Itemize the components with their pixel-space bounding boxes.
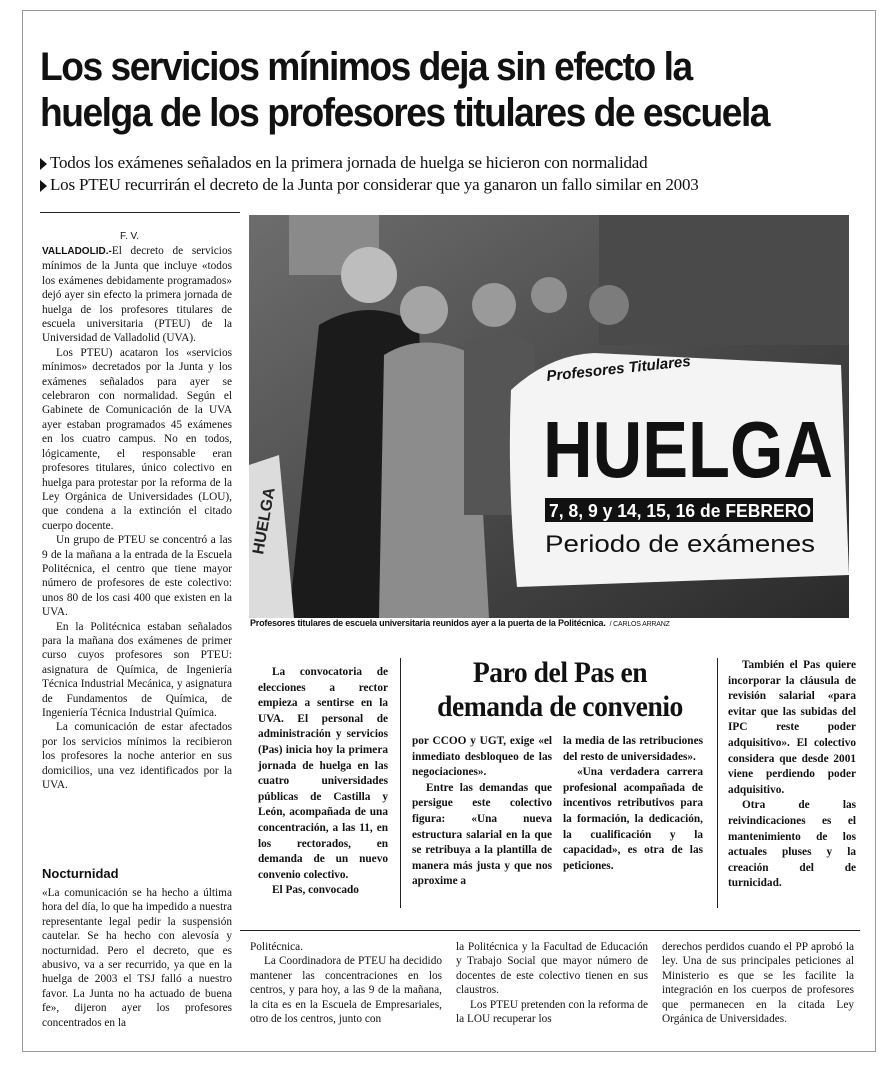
article-column-1-continued <box>42 886 232 1030</box>
byline: F. V. <box>120 231 140 242</box>
paragraph: «Una verdadera carrera profesional acompañada de incentivos retributivos para la formación, la dedicación, la cualificación y la capacidad», es otra de las peticiones. <box>563 766 703 872</box>
subhead-1: Todos los exámenes señalados en la primera jornada de huelga se hicieron con normalidad <box>40 152 860 174</box>
section-subhead: Nocturnidad <box>42 866 119 881</box>
paragraph: La convocatoria de elecciones a rector empieza a sentirse en la UVA. El personal de administración y servicios (Pas) inicia hoy la primera jornada de huelga en las cuatro universidades públicas de Castilla y León, acompañada de una concentración, a las 11, en los rectorados, en demanda de un nuevo convenio colectivo. <box>258 666 388 881</box>
headline-line-1: Los servicios mínimos deja sin efecto la <box>40 45 692 89</box>
side-sign-text: HUELGA <box>250 486 279 556</box>
divider <box>40 212 240 213</box>
article-column-1 <box>42 244 232 792</box>
subhead-2: Los PTEU recurrirán el decreto de la Junta por considerar que ya ganaron un fallo similar en 2003 <box>40 174 860 196</box>
article-column-2 <box>250 940 442 1026</box>
box-title: Paro del Pas en demanda de convenio <box>437 656 683 723</box>
box-divider <box>400 658 401 908</box>
sign-sub-text: Periodo de exámenes <box>545 531 815 558</box>
sign-dates-text: 7, 8, 9 y 14, 15, 16 de FEBRERO <box>549 501 811 521</box>
sign-top-text: Profesores Titulares <box>545 352 692 385</box>
box-column-d <box>728 658 856 892</box>
paragraph: La Coordinadora de PTEU ha decidido mantener las concentraciones en los centros, y para hoy, a las 9 de la mañana, la cita es en la Escuela de Empresariales, otro de los centros, junto con <box>250 955 442 1026</box>
dateline: VALLADOLID.- <box>42 246 112 257</box>
photo-illustration <box>249 215 849 618</box>
paragraph: Los PTEU) acataron los «servicios mínimos» decretados por la Junta y los exámenes señalados para ayer se celebraron con normalidad. Según el Gabinete de Comunicación de la UVA ayer estaban programados 45 exámenes en los cuatro campus. No en todos, lógicamente, el responsable eran profesores titulares, único colectivo en huelga para protestar por la reforma de la Ley Orgánica de Universidades (LOU), que condena a la extinción el citado cuerpo docente. <box>42 346 232 532</box>
sign-main-text: HUELGA <box>543 405 833 494</box>
paragraph: Politécnica. <box>250 941 304 953</box>
paragraph: derechos perdidos cuando el PP aprobó la ley. Una de sus principales peticiones al Ministerio es que se les facilite la integración en los cuerpos de profesores que permanecen en la citada Ley Orgánica de Universidades. <box>662 941 854 1026</box>
headline-line-2: huelga de los profesores titulares de escuela <box>40 91 770 135</box>
paragraph: Otra de las reivindicaciones es el mantenimiento de los actuales pluses y la creación del de turnicidad. <box>728 799 856 890</box>
triangle-bullet-icon <box>40 180 47 192</box>
photo-caption: Profesores titulares de escuela universitaria reunidos ayer a la puerta de la Politécnica. / CARLOS ARRANZ <box>250 618 670 628</box>
paragraph: También el Pas quiere incorporar la cláusula de revisión salarial «para evitar que las subidas del IPC reste poder adquisitivo». El colectivo considera que desde 2001 viene perdiendo poder adquisitivo. <box>728 659 856 796</box>
box-divider <box>717 658 718 908</box>
paragraph: La comunicación de estar afectados por los servicios mínimos la recibieron los profesores la noche anterior en sus domicilios, una vez identificados por la UVA. <box>42 721 232 792</box>
box-bottom-rule <box>240 930 860 931</box>
box-column-b <box>412 734 552 890</box>
paragraph: por CCOO y UGT, exige «el inmediato desbloqueo de las negociaciones». <box>412 735 552 779</box>
paragraph: Los PTEU pretenden con la reforma de la LOU recuperar los <box>456 998 648 1026</box>
paragraph: la Politécnica y la Facultad de Educación y Trabajo Social que mayor número de docentes de este colectivo tienen en sus claustros. <box>456 941 648 997</box>
paragraph: Un grupo de PTEU se concentró a las 9 de la mañana a la entrada de la Escuela Politécnica, el centro que tiene mayor número de profesores de este colectivo: unos 80 de los casi 400 que existen en la UVA. <box>42 534 232 619</box>
news-photo <box>249 215 849 618</box>
photo-credit: / CARLOS ARRANZ <box>609 621 670 628</box>
article-column-3 <box>456 940 648 1026</box>
paragraph: VALLADOLID.-El decreto de servicios mínimos de la Junta que incluye «todos los exámenes debidamente programados» dejó ayer sin efecto la primera jornada de huelga de los profesores titulares de escuela universitaria (PTEU) de la Universidad de Valladolid (UVA). <box>42 245 232 345</box>
triangle-bullet-icon <box>40 158 47 170</box>
paragraph: En la Politécnica estaban señalados para la mañana dos exámenes de primer curso cuyos profesores son PTEU: asignatura de Química, de Ingeniería Técnica Industrial Mecánica, y asignatura de Fundamentos de Química, de Ingeniería Técnica Industrial Química. <box>42 620 232 719</box>
box-column-a <box>258 665 388 899</box>
subheads <box>40 152 860 196</box>
paragraph: Entre las demandas que persigue este colectivo figura: «Una nueva estructura salarial en la que se retribuya a la plantilla de manera más justa y que nos aproxime a <box>412 781 552 888</box>
article-column-4 <box>662 940 854 1026</box>
box-column-c <box>563 734 703 874</box>
paragraph: «La comunicación se ha hecho a última hora del día, lo que ha impedido a nuestra representante legal pedir la suspensión cautelar. Se ha hecho con alevosía y nocturnidad. Pero el decreto, que es abusivo, va a ser recurrido, ya que en la huelga de 2003 el TSJ falló a nuestro favor. La Junta no ha actuado de buena fe», dijeron ayer los profesores concentrados en la <box>42 887 232 1029</box>
paragraph: El Pas, convocado <box>272 884 359 897</box>
headline <box>40 44 812 136</box>
paragraph: la media de las retribuciones del resto de universidades». <box>563 735 703 763</box>
